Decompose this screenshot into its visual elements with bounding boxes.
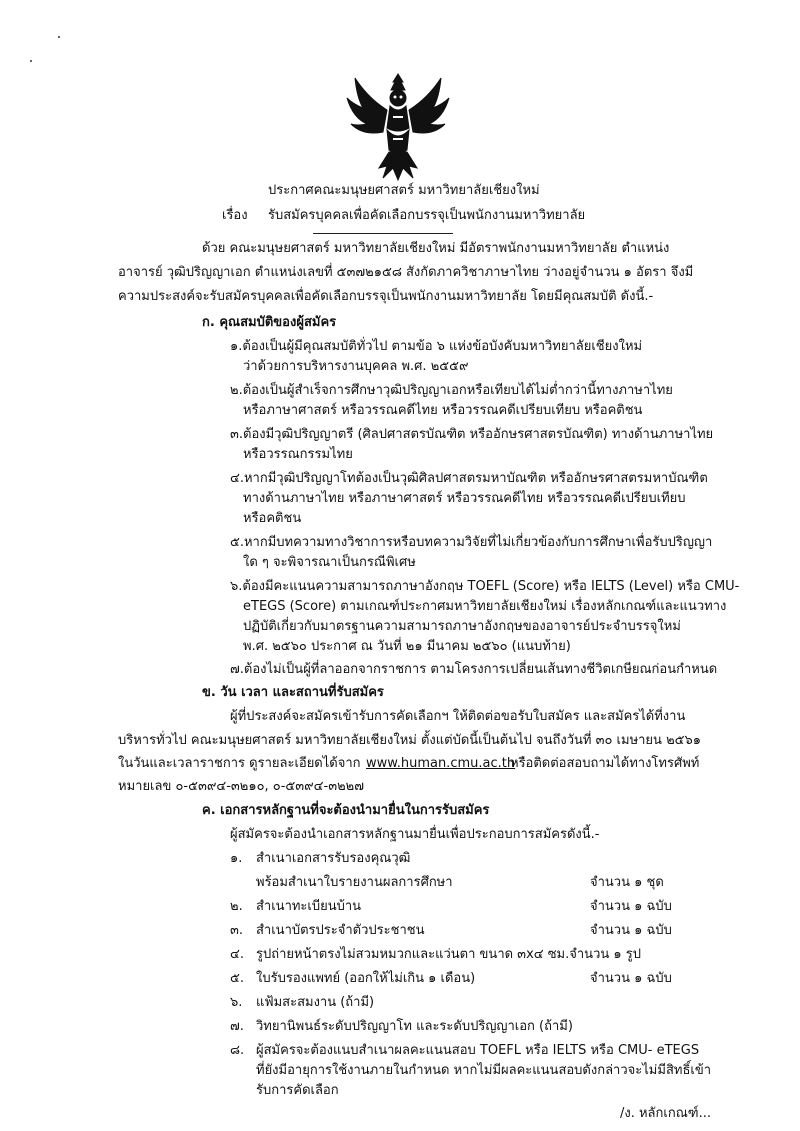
application-info-line: หรือติดต่อสอบถามได้ทางโทรศัพท์: [510, 756, 700, 771]
qualification-item: ว่าด้วยการบริหารงานบุคคล พ.ศ. ๒๕๕๙: [243, 359, 469, 374]
header-divider: [313, 233, 453, 234]
qualification-item: ๒.ต้องเป็นผู้สำเร็จการศึกษาวุฒิปริญญาเอกหรือเทียบได้ไม่ต่ำกว่านี้ทางภาษาไทย: [230, 383, 673, 398]
application-info-line: ผู้ที่ประสงค์จะสมัครเข้ารับการคัดเลือกฯ ให้ติดต่อขอรับใบสมัคร และสมัครได้ที่งาน: [230, 709, 686, 724]
document-item: สำเนาเอกสารรับรองคุณวุฒิ: [256, 851, 411, 866]
document-item: รูปถ่ายหน้าตรงไม่สวมหมวกและแว่นตา ขนาด ๓x๔ ซม.จำนวน ๑ รูป: [256, 947, 642, 962]
document-item: พร้อมสำเนาใบรายงานผลการศึกษา: [256, 875, 453, 890]
subject-label: เรื่อง: [222, 208, 248, 223]
qualification-item: ๓.ต้องมีวุฒิปริญญาตรี (ศิลปศาสตรบัณฑิต หรืออักษรศาสตรบัณฑิต) ทางด้านภาษาไทย: [230, 427, 714, 442]
document-item: ที่ยังมีอายุการใช้งานภายในกำหนด หากไม่มีผลคะแนนสอบดังกล่าวจะไม่มีสิทธิ์เข้า: [256, 1063, 712, 1078]
document-item: สำเนาบัตรประจำตัวประชาชน: [256, 923, 425, 938]
document-item-number: ๖.: [230, 995, 243, 1010]
scan-speck: [30, 60, 32, 62]
qualification-item: ๕.หากมีบทความทางวิชาการหรือบทความวิจัยที่ไม่เกี่ยวข้องกับการศึกษาเพื่อรับปริญญา: [230, 535, 713, 550]
qualification-item: eTEGS (Score) ตามเกณฑ์ประกาศมหาวิทยาลัยเชียงใหม่ เรื่องหลักเกณฑ์และแนวทาง: [243, 599, 727, 614]
qualification-item: หรือวรรณกรรมไทย: [243, 447, 353, 462]
document-amount: จำนวน ๑ ชุด: [590, 875, 664, 890]
qualification-item: ๑.ต้องเป็นผู้มีคุณสมบัติทั่วไป ตามข้อ ๖ แห่งข้อบังคับมหาวิทยาลัยเชียงใหม่: [230, 339, 643, 354]
document-item-number: ๓.: [230, 923, 244, 938]
qualification-item: ๖.ต้องมีคะแนนความสามารถภาษาอังกฤษ TOEFL (Score) หรือ IELTS (Level) หรือ CMU-: [230, 579, 740, 594]
documents-lead: ผู้สมัครจะต้องนำเอกสารหลักฐานมายื่นเพื่อประกอบการสมัครดังนี้.-: [230, 827, 600, 842]
section-c-heading: ค. เอกสารหลักฐานที่จะต้องนำมายื่นในการรับสมัคร: [202, 803, 490, 818]
section-a-heading: ก. คุณสมบัติของผู้สมัคร: [202, 315, 337, 330]
application-info-line: บริหารทั่วไป คณะมนุษยศาสตร์ มหาวิทยาลัยเชียงใหม่ ตั้งแต่บัดนี้เป็นต้นไป จนถึงวันที่ ๓๐ เมษายน ๒๕๖๑: [118, 733, 701, 748]
document-item: แฟ้มสะสมงาน (ถ้ามี): [256, 995, 375, 1010]
document-amount: จำนวน ๑ ฉบับ: [590, 899, 672, 914]
application-info-line: ในวันและเวลาราชการ ดูรายละเอียดได้จาก: [118, 756, 361, 771]
contact-phone-line: หมายเลข ๐-๕๓๙๔-๓๒๑๐, ๐-๕๓๙๔-๓๒๒๗: [118, 779, 364, 794]
document-item-number: ๑.: [230, 851, 243, 866]
qualification-item: หรือภาษาศาสตร์ หรือวรรณคดีไทย หรือวรรณคดีเปรียบเทียบ หรือคติชน: [243, 403, 643, 418]
document-item-number: ๒.: [230, 899, 243, 914]
faculty-website-link[interactable]: www.human.cmu.ac.th: [366, 756, 516, 771]
qualification-item: หรือคติชน: [243, 511, 302, 526]
garuda-emblem-icon: [343, 68, 453, 183]
qualification-item: ๔.หากมีวุฒิปริญญาโทต้องเป็นวุฒิศิลปศาสตรมหาบัณฑิต หรืออักษรศาสตรมหาบัณฑิต: [230, 471, 708, 486]
intro-line: ความประสงค์จะรับสมัครบุคคลเพื่อคัดเลือกบรรจุเป็นพนักงานมหาวิทยาลัย โดยมีคุณสมบัติ ดังนี้.-: [118, 289, 654, 304]
document-amount: จำนวน ๑ ฉบับ: [590, 971, 672, 986]
qualification-item: ทางด้านภาษาไทย หรือภาษาศาสตร์ หรือวรรณคดีไทย หรือวรรณคดีเปรียบเทียบ: [243, 491, 686, 506]
section-b-heading: ข. วัน เวลา และสถานที่รับสมัคร: [202, 685, 384, 700]
document-item: สำเนาทะเบียนบ้าน: [256, 899, 362, 914]
document-item-number: ๗.: [230, 1019, 244, 1034]
document-item: รับการคัดเลือก: [256, 1083, 339, 1098]
document-item-number: ๔.: [230, 947, 244, 962]
intro-line: อาจารย์ วุฒิปริญญาเอก ตำแหน่งเลขที่ ๕๓๗๒๑๕๘ สังกัดภาควิชาภาษาไทย ว่างอยู่จำนวน ๑ อัตรา จึงมี: [118, 265, 694, 280]
qualification-item: พ.ศ. ๒๕๖๐ ประกาศ ณ วันที่ ๒๑ มีนาคม ๒๕๖๐ (แนบท้าย): [243, 639, 571, 654]
announcement-title: ประกาศคณะมนุษยศาสตร์ มหาวิทยาลัยเชียงใหม่: [268, 183, 540, 198]
document-item: ใบรับรองแพทย์ (ออกให้ไม่เกิน ๑ เดือน): [256, 971, 476, 986]
document-item: ผู้สมัครจะต้องแนบสำเนาผลคะแนนสอบ TOEFL หรือ IELTS หรือ CMU- eTEGS: [256, 1043, 700, 1058]
continued-marker: /ง. หลักเกณฑ์...: [620, 1106, 711, 1121]
document-amount: จำนวน ๑ ฉบับ: [590, 923, 672, 938]
document-item-number: ๘.: [230, 1043, 245, 1058]
qualification-item: ใด ๆ จะพิจารณาเป็นกรณีพิเศษ: [243, 555, 416, 570]
scan-speck: [58, 36, 60, 38]
qualification-item: ๗.ต้องไม่เป็นผู้ที่ลาออกจากราชการ ตามโครงการเปลี่ยนเส้นทางชีวิตเกษียณก่อนกำหนด: [230, 662, 718, 677]
qualification-item: ปฏิบัติเกี่ยวกับมาตรฐานความสามารถภาษาอังกฤษของอาจารย์ประจำบรรจุใหม่: [243, 619, 681, 634]
document-item: วิทยานิพนธ์ระดับปริญญาโท และระดับปริญญาเอก (ถ้ามี): [256, 1019, 573, 1034]
intro-line: ด้วย คณะมนุษยศาสตร์ มหาวิทยาลัยเชียงใหม่ มีอัตราพนักงานมหาวิทยาลัย ตำแหน่ง: [202, 241, 670, 256]
document-item-number: ๕.: [230, 971, 244, 986]
announcement-subject: รับสมัครบุคคลเพื่อคัดเลือกบรรจุเป็นพนักงานมหาวิทยาลัย: [268, 208, 586, 223]
